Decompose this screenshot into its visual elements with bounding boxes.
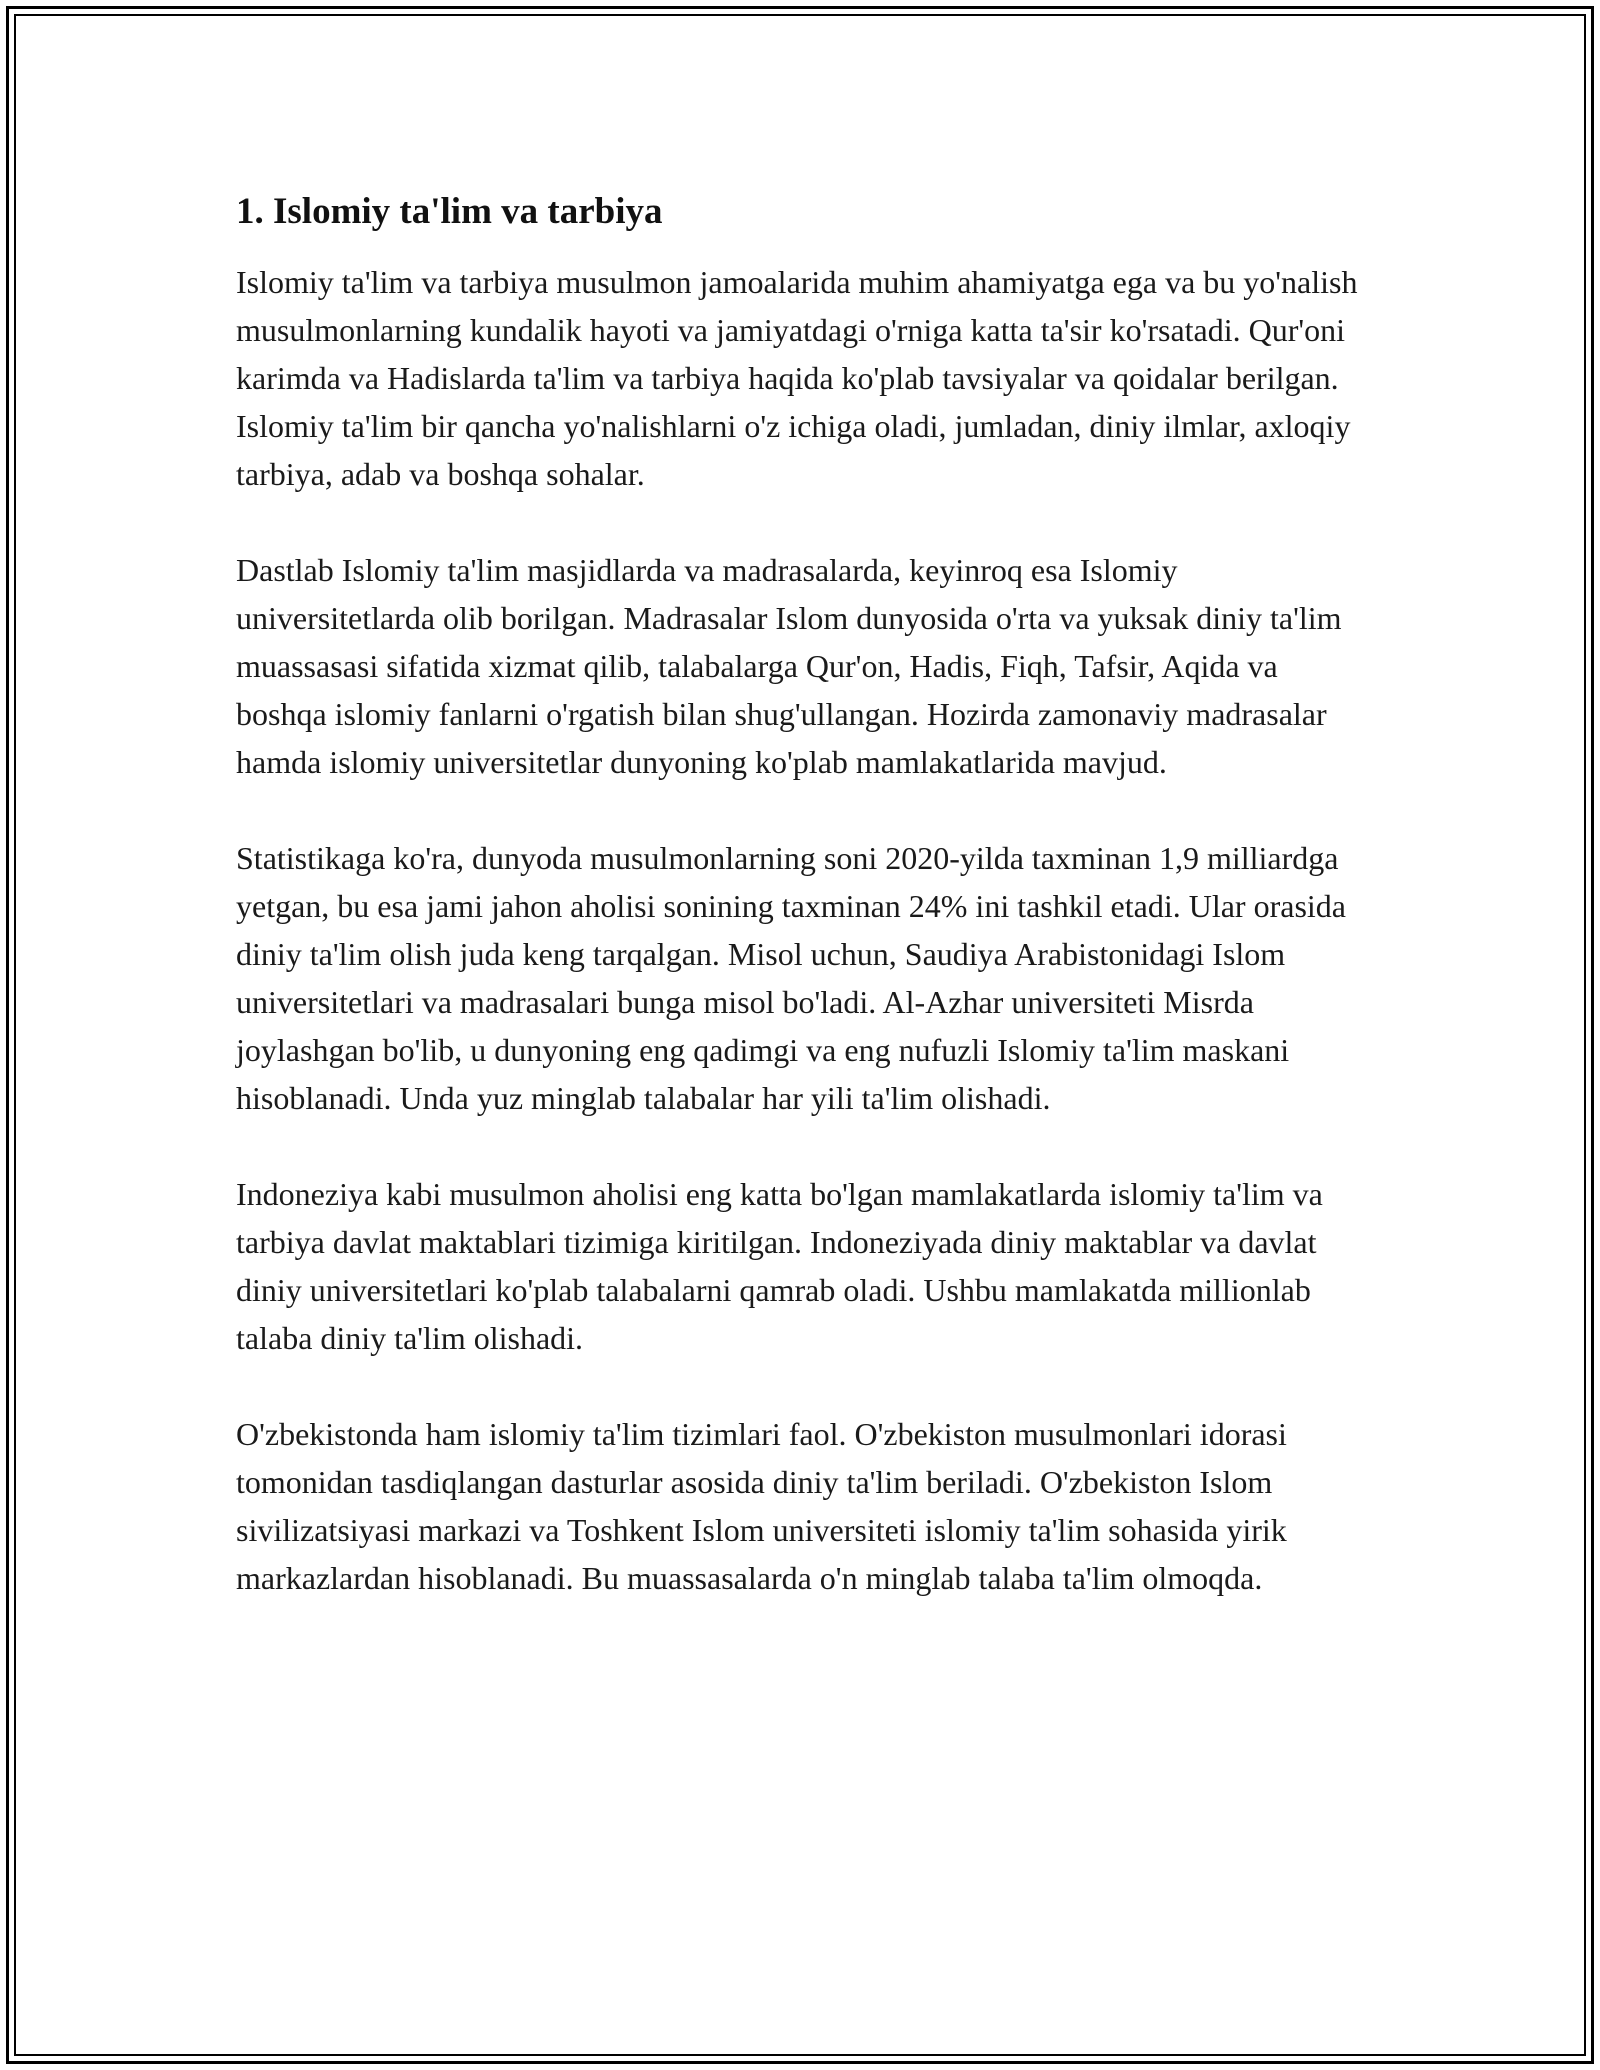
paragraph-2: Dastlab Islomiy ta'lim masjidlarda va madrasalarda, keyinroq esa Islomiy universitetlarda olib borilgan. Madrasalar Islom dunyosida o'rta va yuksak diniy ta'lim muassasasi sifatida xizmat qilib, talabalarga Qur'on, Hadis, Fiqh, Tafsir, Aqida va boshqa islomiy fanlarni o'rgatish bilan shug'ullangan. Hozirda zamonaviy madrasalar hamda islomiy universitetlar dunyoning ko'plab mamlakatlarida mavjud.: [236, 552, 1342, 780]
section-title: 1. Islomiy ta'lim va tarbiya: [236, 191, 663, 232]
paragraph-5: O'zbekistonda ham islomiy ta'lim tizimlari faol. O'zbekiston musulmonlari idorasi tomonidan tasdiqlangan dasturlar asosida diniy ta'lim beriladi. O'zbekiston Islom sivilizatsiyasi markazi va Toshkent Islom universiteti islomiy ta'lim sohasida yirik markazlardan hisoblanadi. Bu muassasalarda o'n minglab talaba ta'lim olmoqda.: [236, 1416, 1287, 1596]
paragraph-3: Statistikaga ko'ra, dunyoda musulmonlarning soni 2020-yilda taxminan 1,9 milliardga yetgan, bu esa jami jahon aholisi sonining taxminan 24% ini tashkil etadi. Ular orasida diniy ta'lim olish juda keng tarqalgan. Misol uchun, Saudiya Arabistonidagi Islom universitetlari va madrasalari bunga misol bo'ladi. Al-Azhar universiteti Misrda joylashgan bo'lib, u dunyoning eng qadimgi va eng nufuzli Islomiy ta'lim maskani hisoblanadi. Unda yuz minglab talabalar har yili ta'lim olishadi.: [236, 840, 1346, 1116]
document-body: [236, 188, 1376, 1650]
paragraph-1: Islomiy ta'lim va tarbiya musulmon jamoalarida muhim ahamiyatga ega va bu yo'nalish musulmonlarning kundalik hayoti va jamiyatdagi o'rniga katta ta'sir ko'rsatadi. Qur'oni karimda va Hadislarda ta'lim va tarbiya haqida ko'plab tavsiyalar va qoidalar berilgan. Islomiy ta'lim bir qancha yo'nalishlarni o'z ichiga oladi, jumladan, diniy ilmlar, axloqiy tarbiya, adab va boshqa sohalar.: [236, 264, 1358, 492]
paragraph-4: Indoneziya kabi musulmon aholisi eng katta bo'lgan mamlakatlarda islomiy ta'lim va tarbiya davlat maktablari tizimiga kiritilgan. Indoneziyada diniy maktablar va davlat diniy universitetlari ko'plab talabalarni qamrab oladi. Ushbu mamlakatda millionlab talaba diniy ta'lim olishadi.: [236, 1176, 1323, 1356]
